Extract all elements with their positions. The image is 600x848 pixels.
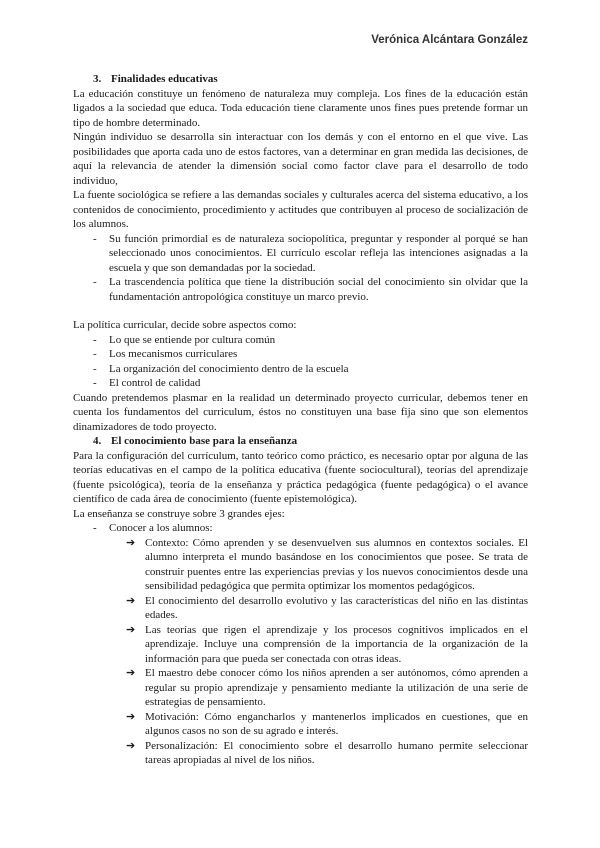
arrow-list-item	[73, 623, 528, 667]
section-3-number: 3.	[93, 73, 102, 85]
list-item: - Lo que se entiende por cultura común	[73, 333, 528, 348]
arrow-item-text: El conocimiento del desarrollo evolutivo y las características del niño en las distintas edades.	[145, 594, 528, 621]
document-body	[73, 72, 528, 768]
arrow-item-text: Las teorías que rigen el aprendizaje y los procesos cognitivos implicados en el aprendizaje. Incluye una comprensión de la importancia de la organización de la información para que pueda ser conectada con otras ideas.	[145, 623, 528, 665]
students-knowledge-list	[73, 536, 528, 768]
paragraph: Cuando pretendemos plasmar en la realidad un determinado proyecto curricular, debemos tener en cuenta los fundamentos del curriculum, éstos no constituyen una base fija sino que son elementos dinamizadores de todo proyecto.	[73, 391, 528, 433]
list-item: - Los mecanismos curriculares	[73, 347, 528, 362]
arrow-item-text: El maestro debe conocer cómo los niños aprenden a ser autónomos, cómo aprenden a regular su propio aprendizaje y pensamiento mediante la utilización de una serie de estrategias de pensamiento.	[145, 667, 528, 708]
paragraph: Para la configuración del currículum, tanto teórico como práctico, es necesario optar por alguna de las teorías educativas en el campo de la política educativa (fuente sociocultural), teorías del aprendizaje (fuente psicológica), teoría de la enseñanza y práctica pedagógica (fuente pedagógica) o el avance científico de cada área de conocimiento (fuente epistemológica).	[73, 449, 528, 505]
arrow-icon: ➔	[126, 536, 136, 549]
arrow-list-item	[73, 594, 528, 623]
axes-list	[73, 521, 528, 536]
sociology-bullet-list	[73, 232, 528, 305]
list-item: - La trascendencia política que tiene la distribución social del conocimiento sin olvidar que la fundamentación antropológica constituye un marco previo.	[73, 275, 528, 304]
arrow-icon: ➔	[126, 710, 136, 723]
arrow-icon: ➔	[126, 594, 136, 607]
section-4-number: 4.	[93, 435, 102, 447]
paragraph: La enseñanza se construye sobre 3 grandes ejes:	[73, 507, 285, 520]
arrow-list-item	[73, 666, 528, 710]
author-header: Verónica Alcántara González	[371, 34, 528, 46]
paragraph: Ningún individuo se desarrolla sin interactuar con los demás y con el entorno en el que vive. Las posibilidades que aporta cada uno de estos factores, van a determinar en gran medida las decisiones, de aquí la relevancia de atender la dimensión social como factor clave para el desarrollo de todo individuo,	[73, 131, 528, 187]
section-3-title: Finalidades educativas	[111, 73, 218, 85]
section-3-heading	[93, 72, 528, 87]
arrow-icon: ➔	[126, 623, 136, 636]
paragraph: La educación constituye un fenómeno de naturaleza muy compleja. Los fines de la educación están ligados a la sociedad que educa. Toda educación tiene claramente unos fines pues pretende formar un tipo de hombre determinado.	[73, 87, 528, 129]
arrow-list-item	[73, 710, 528, 739]
list-item: - La organización del conocimiento dentro de la escuela	[73, 362, 528, 377]
arrow-list-item	[73, 536, 528, 594]
list-item: - El control de calidad	[73, 376, 528, 391]
paragraph: La fuente sociológica se refiere a las demandas sociales y culturales acerca del sistema educativo, a los contenidos de conocimiento, procedimiento y actitudes que contribuyen al proceso de socialización de los alumnos.	[73, 189, 528, 230]
section-4-heading	[93, 434, 528, 449]
arrow-item-text: Personalización: El conocimiento sobre el desarrollo humano permite seleccionar tareas apropiadas al nivel de los niños.	[145, 739, 528, 766]
paragraph: La política curricular, decide sobre aspectos como:	[73, 319, 297, 331]
arrow-icon: ➔	[126, 667, 136, 679]
arrow-item-text: Motivación: Cómo engancharlos y mantenerlos implicados en cuestiones, que en algunos casos no son de su agrado e interés.	[145, 710, 528, 737]
policy-aspects-list	[73, 333, 528, 391]
section-4-title: El conocimiento base para la enseñanza	[111, 435, 298, 447]
list-item: - Su función primordial es de naturaleza sociopolítica, preguntar y responder al porqué se han seleccionado unos conocimientos. El currículo escolar refleja las intenciones asignadas a la escuela y que son demandadas por la sociedad.	[73, 232, 528, 276]
arrow-item-text: Contexto: Cómo aprenden y se desenvuelven sus alumnos en contextos sociales. El alumno interpreta el mundo basándose en los conocimientos que posee. Se trata de construir puentes entre las experiencias previas y los nuevos conocimientos desde una sensibilidad pedagógica que permita optimizar los momentos pedagógicos.	[145, 536, 528, 592]
arrow-icon: ➔	[126, 739, 136, 752]
arrow-list-item	[73, 739, 528, 768]
spacer	[73, 304, 528, 318]
list-item: - Conocer a los alumnos:	[73, 521, 528, 536]
